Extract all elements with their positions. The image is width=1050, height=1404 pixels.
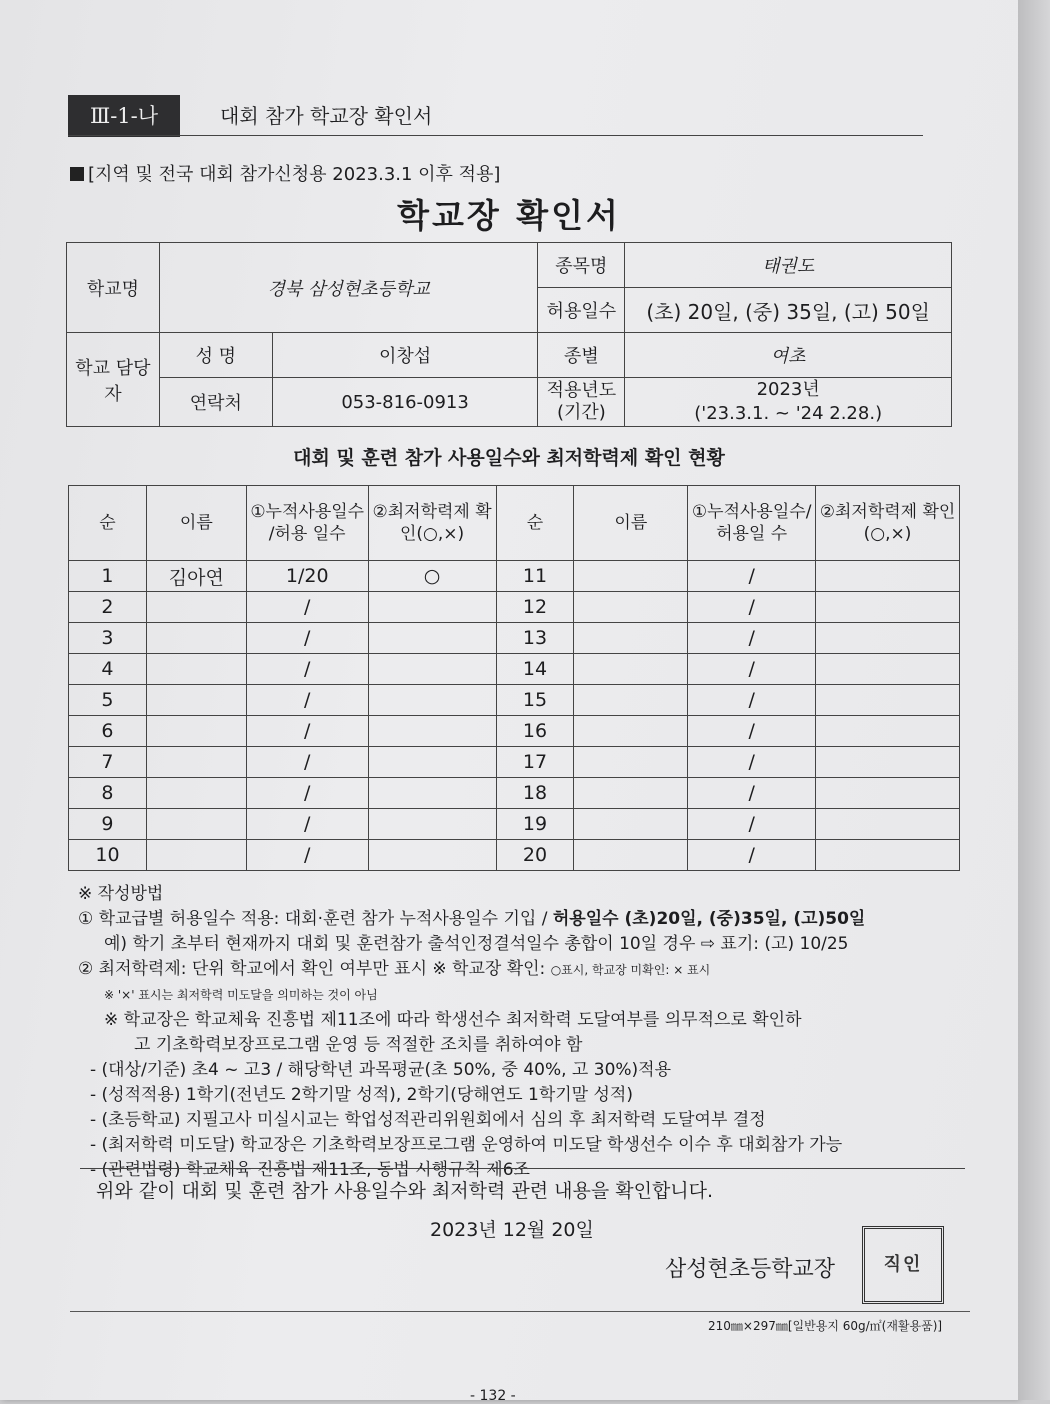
- roster-cell-no: 8: [69, 778, 147, 809]
- section-code: Ⅲ-1-나: [68, 95, 180, 137]
- roster-cell-no2: 17: [496, 747, 574, 778]
- roster-cell-days2: /: [688, 561, 816, 592]
- roster-cell-ok2: [816, 685, 960, 716]
- notice-text: [지역 및 전국 대회 참가신청용 2023.3.1 이후 적용]: [88, 164, 501, 185]
- footer-divider: [70, 1311, 970, 1312]
- header-divider: [68, 135, 923, 136]
- roster-cell-ok2: [816, 840, 960, 871]
- roster-cell-name: [146, 809, 246, 840]
- roster-cell-ok: [368, 747, 496, 778]
- roster-cell-ok: [368, 778, 496, 809]
- roster-cell-days: /: [246, 654, 368, 685]
- contact-value: 053-816-0913: [272, 378, 538, 427]
- roster-cell-days2: /: [688, 685, 816, 716]
- roster-cell-days2: /: [688, 778, 816, 809]
- days-label: 허용일수: [538, 288, 625, 333]
- name-label: 성 명: [159, 333, 272, 378]
- roster-cell-ok: [368, 654, 496, 685]
- school-value: 경북 삼성현초등학교: [159, 243, 538, 333]
- principal-name: 삼성현초등학교장: [665, 1257, 836, 1282]
- roster-cell-no: 7: [69, 747, 147, 778]
- manager-label: 학교 담당자: [67, 333, 160, 427]
- roster-cell-name: 김아연: [146, 561, 246, 592]
- roster-cell-days: /: [246, 747, 368, 778]
- note-1-example: 예) 학기 초부터 현재까지 대회 및 훈련참가 출석인정결석일수 총합이 10일 경우 ⇨ 표기: (고) 10/25: [104, 934, 849, 954]
- roster-cell-days2: /: [688, 592, 816, 623]
- school-label: 학교명: [67, 243, 160, 333]
- header-no: 순: [69, 486, 147, 561]
- roster-cell-days2: /: [688, 809, 816, 840]
- roster-cell-ok2: [816, 716, 960, 747]
- roster-cell-ok2: [816, 747, 960, 778]
- table-row: [69, 840, 960, 871]
- note-2-text: ② 최저학력제: 단위 학교에서 확인 여부만 표시 ※ 학교장 확인:: [78, 959, 551, 979]
- roster-cell-ok: [368, 623, 496, 654]
- notes-heading: ※ 작성방법: [78, 884, 164, 904]
- roster-cell-days: /: [246, 623, 368, 654]
- roster-cell-no2: 16: [496, 716, 574, 747]
- page-number: - 132 -: [470, 1388, 516, 1404]
- issue-date: 2023년 12월 20일: [430, 1219, 594, 1241]
- roster-cell-days: /: [246, 592, 368, 623]
- name-value: 이창섭: [272, 333, 538, 378]
- bullet-3: - (초등학교) 지필고사 미실시교는 학업성적관리위원회에서 심의 후 최저학력 도달여부 결정: [90, 1110, 766, 1130]
- roster-cell-name: [146, 747, 246, 778]
- table-row: [69, 747, 960, 778]
- note-3: ※ '×' 표시는 최저학력 미도달을 의미하는 것이 아님: [104, 988, 378, 1002]
- roster-cell-days2: /: [688, 623, 816, 654]
- note-1-text: ① 학교급별 허용일수 적용: 대회·훈련 참가 누적사용일수 기입 /: [78, 909, 553, 929]
- note-4-cont: 고 기초학력보장프로그램 운영 등 적절한 조치를 취하여야 함: [134, 1035, 583, 1055]
- roster-cell-no: 5: [69, 685, 147, 716]
- roster-cell-no: 2: [69, 592, 147, 623]
- year-value: 2023년: [756, 379, 820, 400]
- roster-cell-name: [146, 654, 246, 685]
- roster-cell-name2: [574, 747, 688, 778]
- square-bullet-icon: [70, 167, 84, 181]
- year-label: 적용년도 (기간): [538, 378, 625, 427]
- note-2-small: ○표시, 학교장 미확인: × 표시: [550, 963, 711, 977]
- roster-cell-name2: [574, 561, 688, 592]
- gender-label: 종별: [538, 333, 625, 378]
- bullet-4: - (최저학력 미도달) 학교장은 기초학력보장프로그램 운영하여 미도달 학생선수 이수 후 대회참가 가능: [90, 1135, 843, 1155]
- notice-line: [70, 160, 500, 186]
- roster-header-row: [69, 486, 960, 561]
- header-no-right: 순: [496, 486, 574, 561]
- roster-cell-name2: [574, 685, 688, 716]
- table-row: [69, 561, 960, 592]
- document-title: 학교장 확인서: [397, 196, 621, 235]
- confirmation-statement: 위와 같이 대회 및 훈련 참가 사용일수와 최저학력 관련 내용을 확인합니다.: [96, 1180, 714, 1202]
- official-seal: 직인: [862, 1226, 944, 1304]
- roster-cell-no: 6: [69, 716, 147, 747]
- note-4: ※ 학교장은 학교체육 진흥법 제11조에 따라 학생선수 최저학력 도달여부를 의무적으로 확인하: [104, 1010, 802, 1030]
- bullet-5: - (관련법령) 학교체육 진흥법 제11조, 동법 시행규칙 제6조: [90, 1160, 530, 1180]
- table-row: [69, 809, 960, 840]
- roster-cell-name: [146, 592, 246, 623]
- roster-cell-ok2: [816, 592, 960, 623]
- roster-cell-no2: 13: [496, 623, 574, 654]
- table-row: [69, 778, 960, 809]
- roster-cell-name2: [574, 592, 688, 623]
- year-period: ('23.3.1. ~ '24 2.28.): [694, 403, 883, 424]
- roster-cell-ok: [368, 685, 496, 716]
- bullet-1: - (대상/기준) 초4 ~ 고3 / 해당학년 과목평균(초 50%, 중 40%, 고 30%)적용: [90, 1060, 672, 1080]
- background-edge: [1018, 0, 1050, 1400]
- roster-cell-no: 9: [69, 809, 147, 840]
- roster-cell-ok2: [816, 654, 960, 685]
- roster-cell-name2: [574, 778, 688, 809]
- roster-cell-days: /: [246, 778, 368, 809]
- roster-cell-days2: /: [688, 840, 816, 871]
- roster-cell-name2: [574, 716, 688, 747]
- roster-cell-no2: 11: [496, 561, 574, 592]
- roster-cell-ok2: [816, 809, 960, 840]
- notes-divider: [80, 1168, 965, 1169]
- table-row: [69, 654, 960, 685]
- event-value: 태권도: [625, 243, 952, 288]
- roster-cell-no2: 20: [496, 840, 574, 871]
- contact-label: 연락처: [159, 378, 272, 427]
- roster-cell-days2: /: [688, 654, 816, 685]
- roster-cell-days: /: [246, 809, 368, 840]
- roster-cell-ok: [368, 716, 496, 747]
- roster-cell-name: [146, 685, 246, 716]
- table-row: [69, 716, 960, 747]
- roster-section-title: 대회 및 훈련 참가 사용일수와 최저학력제 확인 현황: [293, 447, 725, 469]
- roster-cell-ok2: [816, 561, 960, 592]
- roster-cell-ok2: [816, 623, 960, 654]
- header-name-right: 이름: [574, 486, 688, 561]
- roster-cell-name: [146, 716, 246, 747]
- roster-cell-no: 1: [69, 561, 147, 592]
- roster-cell-no2: 14: [496, 654, 574, 685]
- roster-cell-name: [146, 778, 246, 809]
- header-check-right: ②최저학력제 확인(○,×): [816, 486, 960, 561]
- roster-cell-no2: 19: [496, 809, 574, 840]
- table-row: [69, 623, 960, 654]
- roster-cell-no2: 12: [496, 592, 574, 623]
- paper-spec: 210㎜×297㎜[일반용지 60g/㎡(재활용품)]: [708, 1319, 943, 1333]
- roster-cell-name2: [574, 840, 688, 871]
- roster-cell-days2: /: [688, 747, 816, 778]
- table-row: [69, 592, 960, 623]
- roster-cell-ok: [368, 840, 496, 871]
- roster-cell-ok: [368, 592, 496, 623]
- roster-cell-ok2: [816, 778, 960, 809]
- roster-cell-days: /: [246, 685, 368, 716]
- roster-cell-no2: 18: [496, 778, 574, 809]
- roster-cell-name2: [574, 654, 688, 685]
- roster-cell-name: [146, 623, 246, 654]
- note-2: [78, 957, 978, 983]
- roster-cell-no: 3: [69, 623, 147, 654]
- note-1: [78, 907, 978, 932]
- roster-cell-name: [146, 840, 246, 871]
- table-row: [69, 685, 960, 716]
- roster-cell-days: /: [246, 716, 368, 747]
- bullet-2: - (성적적용) 1학기(전년도 2학기말 성적), 2학기(당해연도 1학기말 성적): [90, 1085, 633, 1105]
- info-table: [66, 242, 952, 427]
- roster-cell-days: 1/20: [246, 561, 368, 592]
- roster-cell-ok: [368, 809, 496, 840]
- gender-value: 여초: [625, 333, 952, 378]
- roster-cell-ok: ○: [368, 561, 496, 592]
- roster-cell-name2: [574, 623, 688, 654]
- section-title: 대회 참가 학교장 확인서: [220, 104, 433, 128]
- roster-cell-days2: /: [688, 716, 816, 747]
- roster-cell-no: 10: [69, 840, 147, 871]
- header-days: ①누적사용일수 /허용 일수: [246, 486, 368, 561]
- roster-cell-days: /: [246, 840, 368, 871]
- roster-cell-no: 4: [69, 654, 147, 685]
- roster-cell-no2: 15: [496, 685, 574, 716]
- header-name: 이름: [146, 486, 246, 561]
- roster-table: [68, 485, 960, 871]
- note-1-bold: 허용일수 (초)20일, (중)35일, (고)50일: [552, 909, 866, 929]
- header-days-right: ①누적사용일수/ 허용일 수: [688, 486, 816, 561]
- roster-cell-name2: [574, 809, 688, 840]
- writing-instructions: [78, 882, 978, 1183]
- event-label: 종목명: [538, 243, 625, 288]
- header-check: ②최저학력제 확인(○,×): [368, 486, 496, 561]
- year-cell: [625, 378, 952, 427]
- days-value: (초) 20일, (중) 35일, (고) 50일: [625, 288, 952, 333]
